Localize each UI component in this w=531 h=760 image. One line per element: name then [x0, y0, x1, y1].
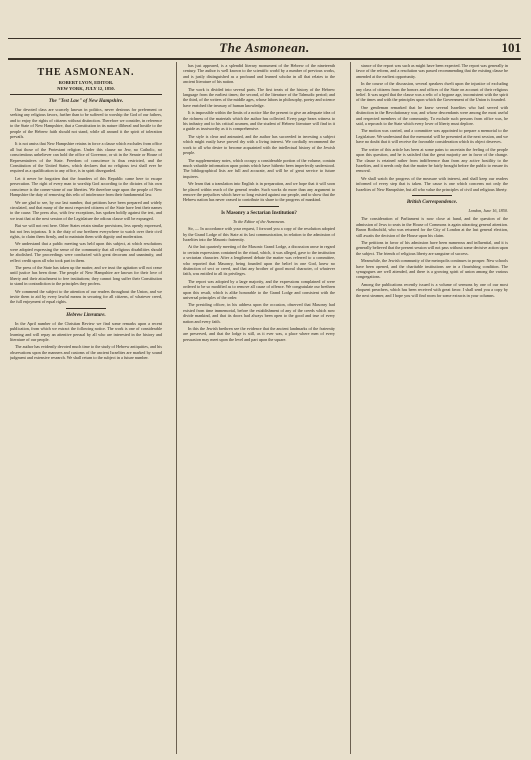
column-1 [10, 63, 162, 753]
article-paragraph: We commend the subject to the attention of our readers throughout the Union, and we invite them to aid by every lawful means in securing for all citizens, of whatever creed, the full enjoyment of equal rights. [10, 288, 162, 305]
article-heading-hebrew-literature: Hebrew Literature. [66, 312, 106, 318]
section-divider [239, 206, 279, 207]
section-divider [412, 195, 452, 196]
article-paragraph: In this the Jewish brethren see the evidence that the ancient landmarks of the fraternity are preserved, and that the lodge is still, as it ever was, a place where men of every persuasion may meet upon the level and part upon the square. [183, 326, 335, 342]
section-divider [66, 308, 106, 309]
column-2 [183, 63, 335, 753]
column-divider-1 [176, 62, 177, 754]
article-heading-masonry: Is Masonry a Sectarian Institution? [221, 210, 297, 216]
article-paragraph: The consideration of Parliament is now close at hand, and the question of the admission of Jews to seats in the House of Commons is again attracting general attention. Baron Rothschild, who was returned for the City of London at the last general election, still awaits the decision of the House upon his claim. [356, 216, 508, 238]
column-divider-2 [350, 62, 351, 754]
article-paragraph: has just appeared, is a splendid literary monument of the Hebrew of the nineteenth century. The author is well known to the scientific world by a number of previous works, and is justly distinguished as a profound and learned scholar in all that relates to the ancient literature of his nation. [183, 63, 335, 85]
header-bottom-rule [8, 58, 521, 60]
article-paragraph: At the last quarterly meeting of the Masonic Grand Lodge, a discussion arose in regard to certain expressions contained in the ritual, which, it was alleged, gave to the institution a sectarian character. After a lengthened debate the matter was referred to a committee, who reported that Masonry, being founded upon the belief in one God, knew no distinction of sect or creed, and that any brother of good moral character, of whatever faith, was entitled to all its privileges. [183, 244, 335, 277]
article-heading-test-law: The "Test Law" of New Hampshire. [48, 99, 124, 104]
page-number: 101 [501, 40, 521, 55]
article-paragraph: We understand that a public meeting was held upon this subject, at which resolutions were adopted expressing the sense of the community that all religious disabilities should be abolished. The proceedings were conducted with great decorum and unanimity, and reflect credit upon all who took part in them. [10, 241, 162, 263]
article-paragraph: Sir, — In accordance with your request, I forward you a copy of the resolution adopted by the Grand Lodge of this State at its last communication, in relation to the admission of Israelites into the Masonic fraternity. [183, 226, 335, 242]
column-3 [356, 63, 508, 753]
article-paragraph: The report was adopted by a large majority, and the expressions complained of were ordered to be so modified as to remove all cause of offence. We congratulate our brethren upon this result, which is alike honorable to the Grand Lodge and consistent with the universal principles of the order. [183, 278, 335, 301]
letter-salutation: To the Editor of the Asmonean. [233, 218, 285, 224]
dateline: NEW YORK, JULY 12, 1850. [10, 86, 162, 95]
article-paragraph: stance of the report was such as might have been expected. The report was generally in favor of the reform, and a resolution was passed recommending that the existing clause be amended at the earliest opportunity. [356, 63, 508, 79]
article-paragraph: The motion was carried, and a committee was appointed to prepare a memorial to the Legislature. We understand that the memorial will be presented at the next session, and we have no doubt that it will receive the favorable consideration which its object deserves. [356, 128, 508, 145]
article-paragraph: The style is clear and animated, and the author has succeeded in investing a subject which might easily have proved dry with a living interest. We cordially recommend the work to all who desire to become acquainted with the intellectual history of the Jewish people. [183, 133, 335, 156]
article-paragraph: One gentleman remarked that he knew several Israelites who had served with distinction in the Revolutionary war, and whose descendants were among the most useful and respected members of the community. To exclude such persons from office was, he said, a reproach to the State which every lover of liberty must deplore. [356, 104, 508, 127]
article-paragraph: Let it never be forgotten that the founders of this Republic came here to escape persecution. The right of every man to worship God according to the dictates of his own conscience is the corner-stone of our liberties. We therefore urge upon the people of New Hampshire the duty of removing this relic of intolerance from their fundamental law. [10, 175, 162, 198]
article-paragraph: In the course of the discussion, several speakers dwelt upon the injustice of excluding any class of citizens from the honors and offices of the State on account of their religious belief. It was urged that the clause was a relic of a bygone age, inconsistent with the spirit of the times and with the principles upon which the Government of the Union is founded. [356, 81, 508, 103]
article-paragraph: We learn that a translation into English is in preparation, and we hope that it will soon be placed within reach of the general reader. Such works do more than any argument to remove the prejudices which have so long existed against our people, and to show that the Hebrew nation has never ceased to contribute its share to the progress of mankind. [183, 181, 335, 203]
article-paragraph: Meanwhile, the Jewish community of the metropolis continues to prosper. New schools have been opened, and the charitable institutions are in a flourishing condition. The synagogues are well attended, and there is a growing spirit of union among the various congregations. [356, 258, 508, 280]
article-paragraph: The presiding officer, in his address upon the occasion, observed that Masonry had existed from time immemorial, before the establishment of any of the creeds which now divide mankind, and that its doors had always been open to the good and true of every nation and every faith. [183, 302, 335, 324]
header-top-rule [8, 38, 521, 39]
article-paragraph: The writer of this article has been at some pains to ascertain the feeling of the people upon this question, and he is satisfied that the great majority are in favor of the change. The clause is retained rather from indifference than from any active hostility to the Israelites, and it needs only that the matter be fairly brought before the public to ensure its removal. [356, 146, 508, 174]
article-paragraph: Our devoted class are scarcely known in politics, never desirous for preferment or seeking any religious favors, further than to be suffered to worship the God of our fathers, and to enjoy the rights of citizens without distinction. Therefore we consider, in reference to the State of New Hampshire, that a Constitution in its nature illiberal and hostile to the people of the Hebrew faith should not stand, while all around it the spirit of toleration prevails. [10, 107, 162, 140]
masthead-title: The Asmonean. [219, 40, 310, 55]
article-paragraph: It is impossible within the limits of a notice like the present to give an adequate idea of the richness of the materials which the author has collected. Every page bears witness to his industry and to his critical acumen, and the student of Hebrew literature will find in it a guide as trustworthy as it is comprehensive. [183, 110, 335, 132]
article-paragraph: We shall watch the progress of the measure with interest, and shall keep our readers informed of every step that is taken. The cause is one which concerns not only the Israelites of New Hampshire, but all who value the principles of civil and religious liberty. [356, 175, 508, 192]
article-paragraph: We are glad to see, by our last number, that petitions have been prepared and widely circulated, and that many of the most respected citizens of the State have lent their names to the cause. The press also, with few exceptions, has spoken boldly against the test, and we trust that at the next session of the Legislature the odious clause will be expunged. [10, 199, 162, 221]
article-paragraph: The work is divided into several parts. The first treats of the history of the Hebrew language from the earliest times; the second, of the literature of the Talmudic period; and the third, of the writers of the middle ages, whose labors in philosophy, poetry and science have enriched the treasury of human knowledge. [183, 86, 335, 108]
page-header [8, 40, 521, 58]
article-paragraph: The petitions in favor of his admission have been numerous and influential, and it is generally believed that the present session will not pass without some decisive action upon the subject. The friends of religious liberty are sanguine of success. [356, 239, 508, 256]
article-paragraph: But we will not rest here. Other States retain similar provisions, less openly expressed, but not less injurious. It is the duty of our brethren everywhere to watch over their civil rights, to claim them firmly, and to maintain them with dignity and moderation. [10, 223, 162, 239]
article-paragraph: In the April number of the Christian Review we find some remarks upon a recent publication, from which we extract the following notice. The work is one of considerable learning and will repay an attentive perusal by all who are interested in the history and literature of our people. [10, 320, 162, 343]
article-paragraph: The press of the State has taken up the matter, and we trust the agitation will not cease until justice has been done. The people of New Hampshire are known for their love of liberty and their attachment to free institutions; they cannot long suffer their Constitution to stand in contradiction to the principles they profess. [10, 264, 162, 287]
article-heading-british-correspondence: British Correspondence. [406, 199, 458, 205]
paper-title: THE ASMONEAN. [37, 67, 135, 78]
editor-line: ROBERT LYON, EDITOR. [58, 80, 114, 85]
correspondence-dateline: London, June 16, 1850. [468, 207, 508, 213]
article-paragraph: The author has evidently devoted much time to the study of Hebrew antiquities, and his observations upon the manners and customs of the ancient Israelites are marked by sound judgment and extensive research. We shall return to the subject in a future number. [10, 344, 162, 361]
article-paragraph: It is not amiss that New Hampshire retains in force a clause which excludes from office all but those of the Protestant religion. Under this clause no Jew, no Catholic, no conscientious unbeliever can hold the office of Governor, or sit in the Senate or House of Representatives of the State. Freedom of conscience is thus restricted, and the Constitution of the United States, which declares that no religious test shall ever be required as a qualification to any office, is in spirit disregarded. [10, 141, 162, 174]
article-paragraph: The supplementary notes, which occupy a considerable portion of the volume, contain much valuable information upon points which have hitherto been imperfectly understood. The bibliographical lists are full and accurate, and will be of great service to future inquirers. [183, 157, 335, 179]
article-paragraph: Among the publications recently issued is a volume of sermons by one of our most eloquent preachers, which has been received with great favor. I shall send you a copy by the next steamer, and I hope you will find room for some extracts in your columns. [356, 281, 508, 298]
